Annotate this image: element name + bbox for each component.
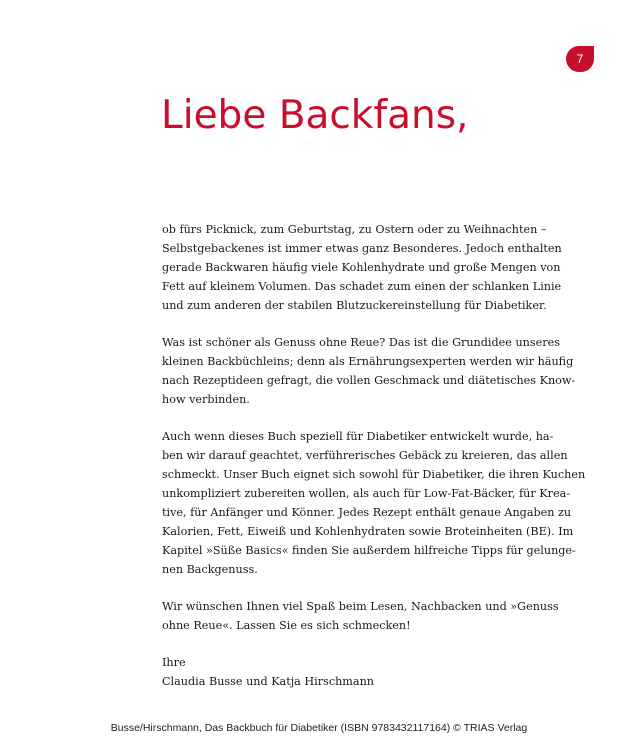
text-line: kleinen Backbüchleins; denn als Ernährungsexperten werden wir häufig: [162, 355, 574, 368]
text-line: nach Rezeptideen gefragt, die vollen Geschmack und diätetisches Know-: [162, 374, 576, 387]
text-line: Fett auf kleinem Volumen. Das schadet zum einen der schlanken Linie: [162, 280, 562, 293]
text-line: Auch wenn dieses Buch speziell für Diabetiker entwickelt wurde, ha-: [162, 430, 554, 443]
text-line: ben wir darauf geachtet, verführerisches Gebäck zu kreieren, das allen: [162, 449, 568, 462]
paragraph-idea: [162, 333, 576, 409]
page-number-badge: 7: [566, 46, 594, 72]
text-line: schmeckt. Unser Buch eignet sich sowohl für Diabetiker, die ihren Kuchen: [162, 468, 586, 481]
page-title: Liebe Backfans,: [161, 93, 469, 138]
paragraph-wishes: [162, 597, 562, 635]
text-line: how verbinden.: [162, 393, 250, 406]
copyright-footer: Busse/Hirschmann, Das Backbuch für Diabetiker (ISBN 9783432117164) © TRIAS Verlag: [110, 722, 528, 734]
text-line: Kalorien, Fett, Eiweiß und Kohlenhydraten sowie Broteinheiten (BE). Im: [162, 525, 574, 538]
paragraph-intro: [162, 220, 562, 315]
text-line: Kapitel »Süße Basics« finden Sie außerdem hilfreiche Tipps für gelunge-: [162, 544, 576, 557]
signature-block: [162, 653, 562, 691]
text-line: gerade Backwaren häufig viele Kohlenhydrate und große Mengen von: [162, 261, 561, 274]
closing-word: Ihre: [162, 656, 186, 669]
paragraph-book-details: [162, 427, 586, 579]
text-line: und zum anderen der stabilen Blutzuckereinstellung für Diabetiker.: [162, 299, 547, 312]
letter-body: [162, 220, 586, 709]
text-line: nen Backgenuss.: [162, 563, 258, 576]
text-line: Wir wünschen Ihnen viel Spaß beim Lesen, Nachbacken und »Genuss: [162, 600, 559, 613]
author-names: Claudia Busse und Katja Hirschmann: [162, 675, 374, 688]
text-line: ob fürs Picknick, zum Geburtstag, zu Ostern oder zu Weihnachten –: [162, 223, 547, 236]
text-line: Was ist schöner als Genuss ohne Reue? Das ist die Grundidee unseres: [162, 336, 560, 349]
text-line: tive, für Anfänger und Könner. Jedes Rezept enthält genaue Angaben zu: [162, 506, 572, 519]
text-line: unkompliziert zubereiten wollen, als auch für Low-Fat-Bäcker, für Krea-: [162, 487, 571, 500]
text-line: ohne Reue«. Lassen Sie es sich schmecken!: [162, 619, 411, 632]
text-line: Selbstgebackenes ist immer etwas ganz Besonderes. Jedoch enthalten: [162, 242, 562, 255]
